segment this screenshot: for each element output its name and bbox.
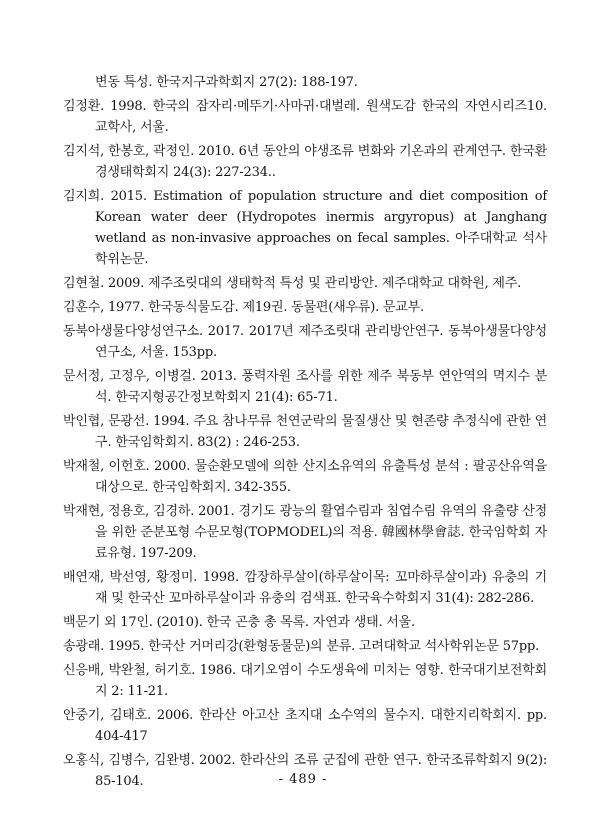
reference-entry: 변동 특성. 한국지구과학회지 27(2): 188-197. [95, 75, 358, 90]
reference-entry: 김정환. 1998. 한국의 잠자리·메뚜기·사마귀·대벌레. 원색도감 한국의 자연시리즈10. 교학사, 서울. [63, 99, 547, 135]
reference-entry: 백문기 외 17인. (2010). 한국 곤충 총 목록. 자연과 생태. 서울. [63, 615, 415, 630]
reference-entry: 김현철. 2009. 제주조릿대의 생태학적 특성 및 관리방안. 제주대학교 대학원, 제주. [63, 276, 522, 291]
reference-entry: 문서정, 고정우, 이병걸. 2013. 풍력자원 조사를 위한 제주 북동부 연안역의 멱지수 분석. 한국지형공간정보학회지 21(4): 65-71. [63, 369, 547, 405]
reference-entry: 동북아생물다양성연구소. 2017. 2017년 제주조릿대 관리방안연구. 동북아생물다양성연구소, 서울. 153pp. [63, 324, 547, 360]
references-list [63, 72, 547, 795]
reference-entry: 안중기, 김태호. 2006. 한라산 아고산 초지대 소수역의 물수지. 대한지리학회지. pp. 404-417 [63, 708, 547, 744]
reference-entry: 배연재, 박선영, 황정미. 1998. 깜장하루살이(하루살이목: 꼬마하루살이과) 유충의 기재 및 한국산 꼬마하루살이과 유충의 검색표. 한국육수학회지 31(4): 282-286. [63, 570, 547, 606]
reference-entry: 송광래. 1995. 한국산 거머리강(환형동물문)의 분류. 고려대학교 석사학위논문 57pp. [63, 639, 540, 654]
reference-entry: 박재철, 이헌호. 2000. 물순환모델에 의한 산지소유역의 유출특성 분석 : 팔공산유역을 대상으로. 한국임학회지. 342-355. [63, 459, 547, 495]
reference-entry: 신응배, 박완철, 허기호. 1986. 대기오염이 수도생육에 미치는 영향. 한국대기보전학회지 2: 11-21. [63, 663, 547, 699]
reference-entry: 박인협, 문광선. 1994. 주요 참나무류 천연군락의 물질생산 및 현존량 추정식에 관한 연구. 한국임학회지. 83(2) : 246-253. [63, 414, 547, 450]
reference-entry: 오홍식, 김병수, 김완병. 2002. 한라산의 조류 군집에 관한 연구. 한국조류학회지 9(2): 85-104. [63, 753, 547, 789]
reference-entry: 김지석, 한봉호, 곽정인. 2010. 6년 동안의 야생조류 변화와 기온과의 관계연구. 한국환경생태학회지 24(3): 227-234.. [63, 144, 547, 180]
page-number: - 489 - [278, 772, 328, 787]
reference-entry: 박재현, 정용호, 김경하. 2001. 경기도 광능의 활엽수림과 침엽수림 유역의 유출량 산정을 위한 준분포형 수문모형(TOPMODEL)의 적용. 韓國林學會誌. 한국임학회 자료유형. 197-209. [63, 504, 547, 561]
reference-entry: 김지희. 2015. Estimation of population structure and diet composition of Korean water deer (Hydropotes inermis argyropus) at Janghang wetland as non-invasive approaches on fecal samples. 아주대학교 석사학위논문. [63, 189, 547, 267]
reference-entry: 김훈수, 1977. 한국동식물도감. 제19권. 동물편(새우류). 문교부. [63, 300, 424, 315]
